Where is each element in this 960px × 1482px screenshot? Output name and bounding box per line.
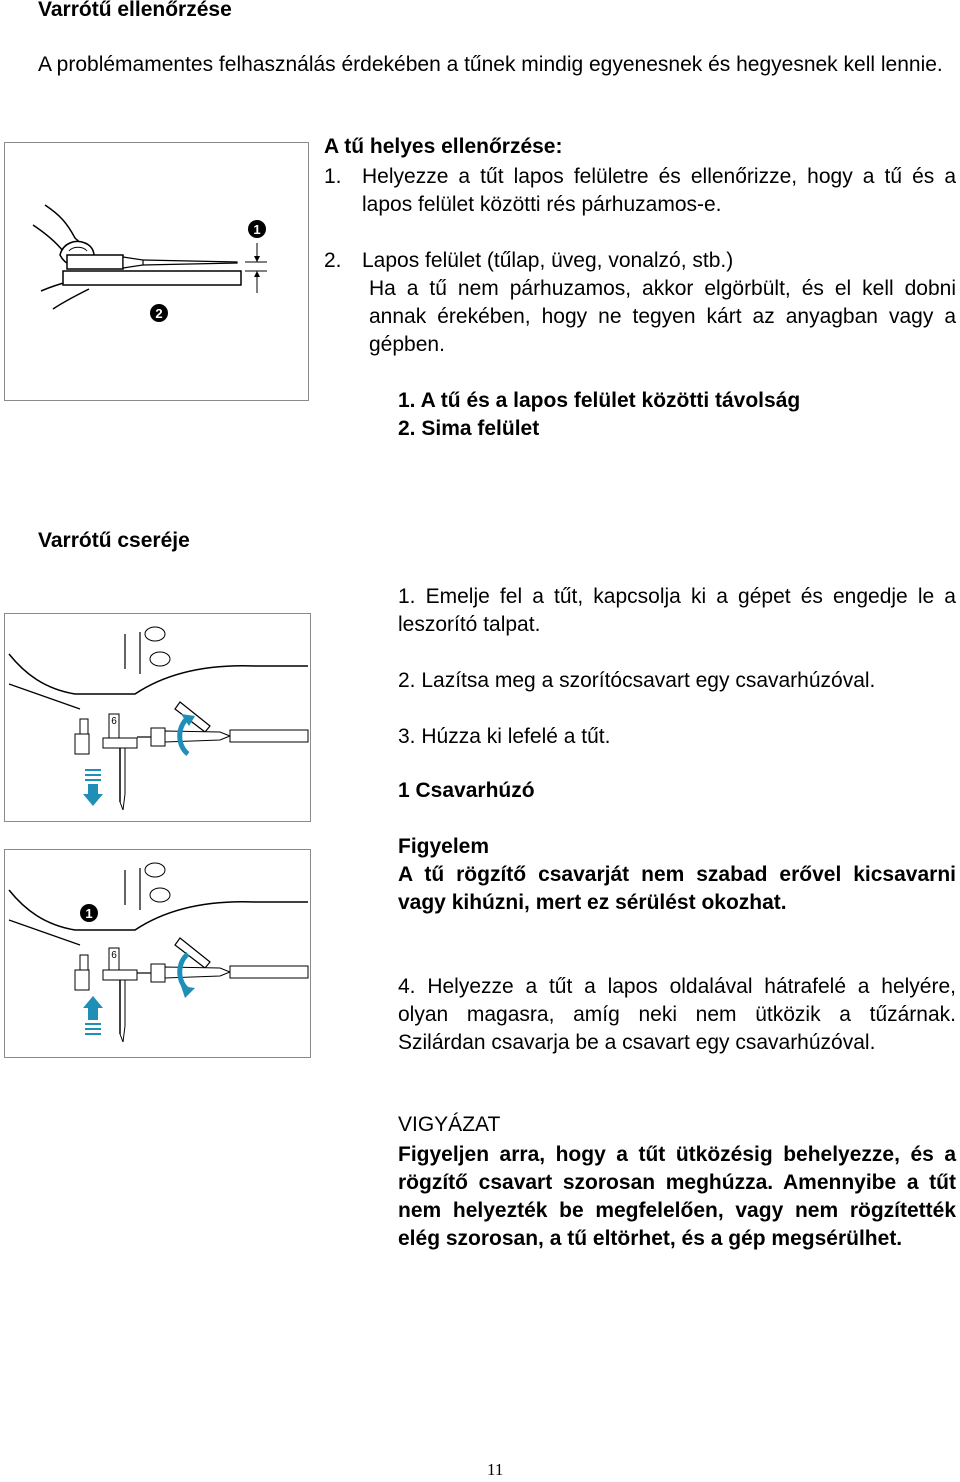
step2-detail: Ha a tű nem párhuzamos, akkor elgörbült, és el kell dobni annak érekében, hogy ne tegyen kárt az anyagban vagy a gépben.	[369, 277, 956, 356]
caution-text: Figyeljen arra, hogy a tűt ütközésig behelyezze, és a rögzítő csavart szorosan meghúzza. Amennyibe a tűt nem helyezték be megfelelően, vagy nem rögzítették elég szorosan, a tű eltörhet, és a gép megsérülhet.	[398, 1143, 956, 1250]
needle-insert-illustration	[5, 850, 310, 1057]
attention-title: Figyelem	[398, 835, 490, 858]
figure-marker-2: 2	[155, 306, 163, 321]
section-heading-needle-check: Varrótű ellenőrzése	[38, 0, 232, 21]
screwdriver-label: 1 Csavarhúzó	[398, 779, 535, 802]
needle-check-illustration	[5, 143, 308, 400]
intro-paragraph: A problémamentes felhasználás érdekében a tűnek mindig egyenesnek és hegyesnek kell lennie.	[38, 53, 943, 76]
needle-removal-figure	[4, 613, 311, 822]
figure3-marker: 1	[85, 906, 93, 921]
legend-1: 1. A tű és a lapos felület közötti távolság	[398, 389, 801, 412]
figure-marker-1: 1	[253, 222, 261, 237]
change-step4: 4. Helyezze a tűt a lapos oldalával hátrafelé a helyére, olyan magasra, amíg neki nem ütközik a tűzárnak. Szilárdan csavarja be a csavart egy csavarhúzóval.	[398, 975, 956, 1054]
attention-text: A tű rögzítő csavarját nem szabad erővel kicsavarni vagy kihúzni, mert ez sérülést okozhat.	[398, 863, 956, 914]
step1-number: 1.	[324, 165, 342, 188]
subheading-correct-check: A tű helyes ellenőrzése:	[324, 135, 563, 158]
section-heading-needle-change: Varrótű cseréje	[38, 529, 190, 552]
needle-clamp-number: 6	[111, 716, 117, 727]
change-step2: 2. Lazítsa meg a szorítócsavart egy csavarhúzóval.	[398, 669, 876, 692]
step2-number: 2.	[324, 249, 342, 272]
change-step1: 1. Emelje fel a tűt, kapcsolja ki a gépet és engedje le a leszorító talpat.	[398, 585, 956, 636]
step1-text: Helyezze a tűt lapos felületre és ellenőrizze, hogy a tű és a lapos felület közötti rés párhuzamos-e.	[362, 165, 956, 216]
change-step3: 3. Húzza ki lefelé a tűt.	[398, 725, 611, 748]
needle-clamp-number-2: 6	[111, 950, 117, 961]
legend-2: 2. Sima felület	[398, 417, 540, 440]
needle-check-figure	[4, 142, 309, 401]
needle-removal-illustration	[5, 614, 310, 821]
page-number: 11	[487, 1460, 504, 1479]
caution-title: VIGYÁZAT	[398, 1113, 501, 1136]
needle-insert-figure	[4, 849, 311, 1058]
step2-text: Lapos felület (tűlap, üveg, vonalzó, stb.)	[362, 249, 734, 272]
